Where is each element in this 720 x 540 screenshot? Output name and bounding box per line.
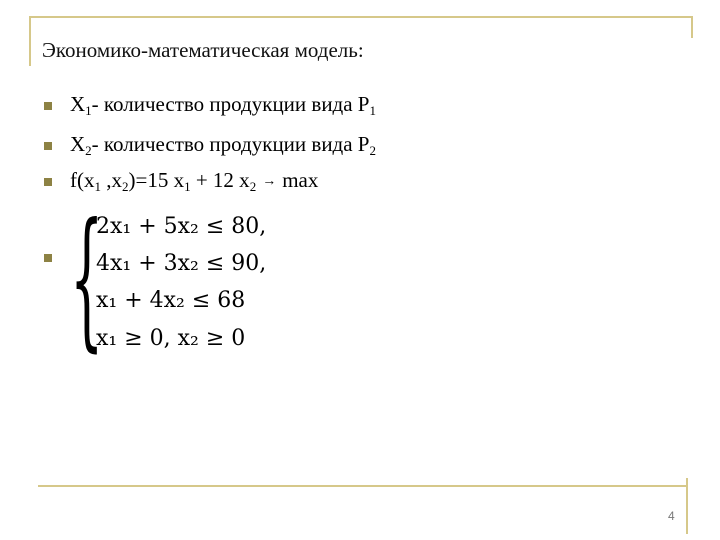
bullet-1-icon (44, 102, 52, 110)
slide-title: Экономико-математическая модель: (42, 38, 364, 62)
constraint-1: 2x₁ + 5x₂ ≤ 80, (96, 214, 267, 239)
frame-bottom-right-line (686, 478, 688, 534)
bullet-item-x2 (70, 132, 376, 159)
bullet-3-icon (44, 178, 52, 186)
constraint-system (70, 192, 330, 366)
frame-right-line (691, 16, 693, 38)
arrow-icon: → (262, 174, 277, 189)
x1-text: - количество продукции вида P (91, 92, 370, 116)
x2-sub: 2 (85, 143, 92, 158)
x1-sub: 1 (85, 103, 92, 118)
x2-text: - количество продукции вида P (91, 132, 370, 156)
f-plus: + 12 x (190, 168, 250, 192)
f-mid: ,x (101, 168, 122, 192)
constraint-2: 4x₁ + 3x₂ ≤ 90, (96, 251, 267, 276)
page-number: 4 (668, 509, 675, 523)
x1-sub2: 1 (369, 103, 376, 118)
bullet-4-icon (44, 254, 52, 262)
f-sub1: 1 (94, 179, 101, 194)
f-goal: max (282, 168, 319, 192)
bullet-2-icon (44, 142, 52, 150)
f-rest: )=15 x (128, 168, 185, 192)
f-label: f(x (70, 168, 95, 192)
bullet-item-x1 (70, 92, 376, 119)
bullet-item-objective (70, 168, 318, 195)
frame-bottom-line (38, 485, 688, 487)
f-sub2: 2 (122, 179, 129, 194)
f-sub4: 2 (249, 179, 257, 194)
constraint-4: x₁ ≥ 0, x₂ ≥ 0 (96, 326, 246, 351)
f-sub3: 1 (184, 179, 191, 194)
x2-prefix: X (70, 132, 86, 156)
constraint-3: x₁ + 4x₂ ≤ 68 (96, 288, 246, 313)
x1-prefix: X (70, 92, 86, 116)
left-brace: { (70, 192, 104, 366)
x2-sub2: 2 (369, 143, 376, 158)
frame-left-line (29, 16, 31, 66)
frame-top-line (29, 16, 693, 18)
